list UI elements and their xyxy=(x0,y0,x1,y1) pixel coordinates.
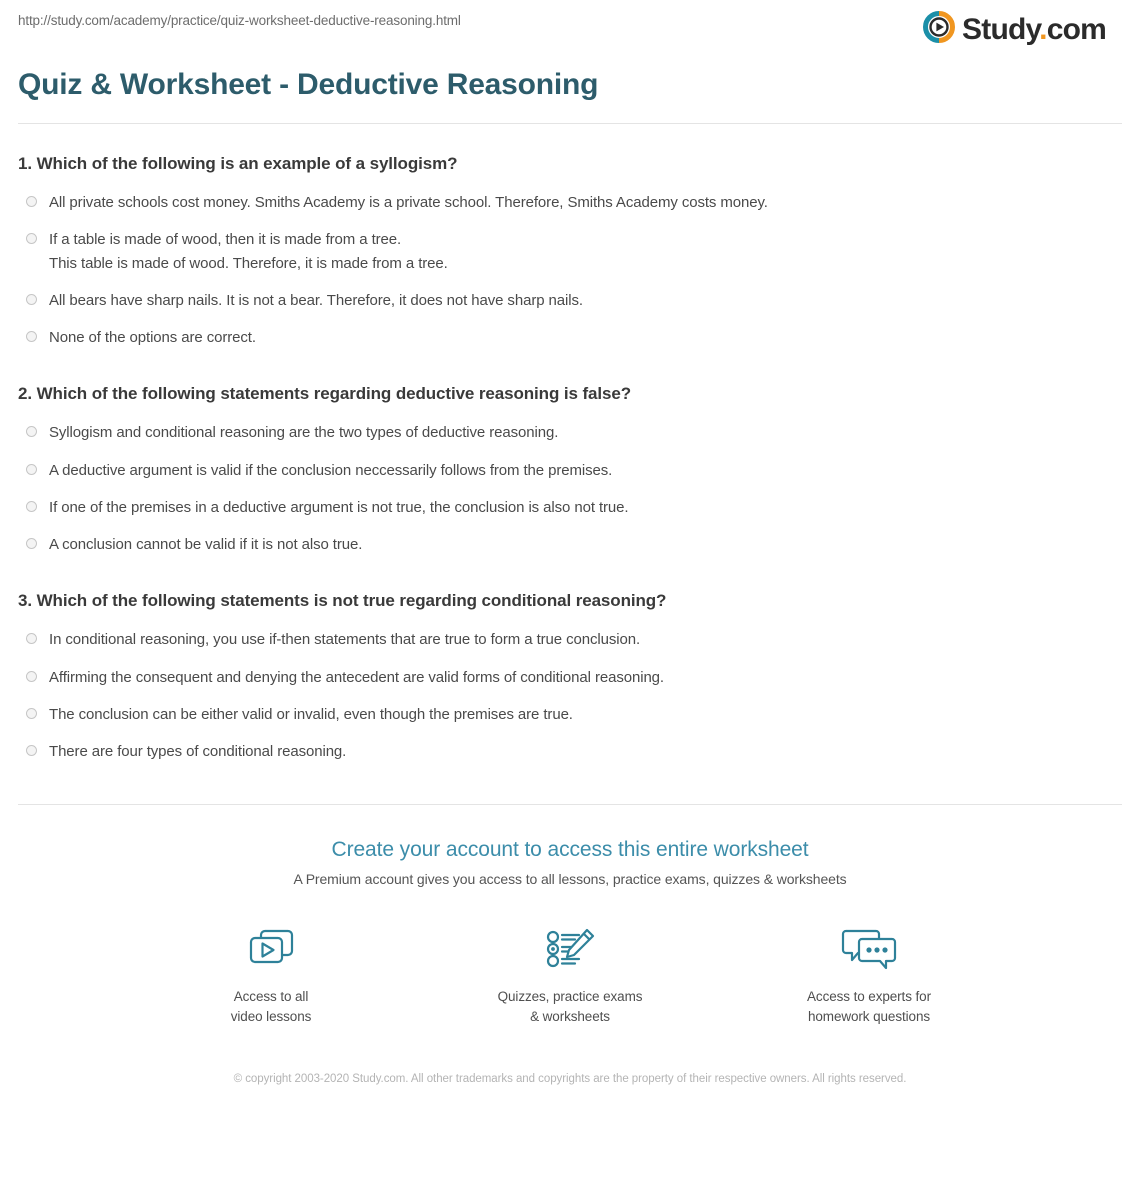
answer-option[interactable] xyxy=(18,221,1122,282)
question-prompt: 1. Which of the following is an example of a syllogism? xyxy=(18,154,458,173)
cta-subtitle: A Premium account gives you access to all lessons, practice exams, quizzes & worksheets xyxy=(293,871,847,888)
answer-option-label: A conclusion cannot be valid if it is not also true. xyxy=(49,536,363,553)
questions-list xyxy=(18,124,1122,776)
feature-item xyxy=(189,921,354,1026)
answer-option[interactable] xyxy=(18,184,1122,221)
feature-caption xyxy=(787,977,952,1026)
radio-button-icon[interactable] xyxy=(26,708,37,719)
answer-option-label xyxy=(49,228,448,275)
answer-option-line1: If a table is made of wood, then it is made from a tree. xyxy=(49,231,402,249)
question-block xyxy=(18,362,1122,569)
page-header xyxy=(18,0,1122,58)
feature-caption-line1: Quizzes, practice exams xyxy=(497,989,643,1005)
answer-option-label: If one of the premises in a deductive argument is not true, the conclusion is also not true. xyxy=(49,498,629,516)
radio-button-icon[interactable] xyxy=(26,196,37,207)
logo-wordmark xyxy=(962,12,1106,46)
radio-button-icon[interactable] xyxy=(26,671,37,682)
question-prompt: 3. Which of the following statements is not true regarding conditional reasoning? xyxy=(18,591,667,611)
features-row xyxy=(18,887,1122,1026)
create-account-cta xyxy=(18,805,1122,887)
logo-dot: . xyxy=(1039,12,1047,46)
title-section xyxy=(18,58,1122,124)
study-com-logo[interactable] xyxy=(923,11,1122,48)
video-lessons-icon xyxy=(189,921,354,977)
answer-option-label: There are four types of conditional reasoning. xyxy=(49,743,347,760)
cta-title-link[interactable]: Create your account to access this entire worksheet xyxy=(331,838,809,862)
feature-caption-line2: & worksheets xyxy=(530,1009,610,1024)
question-block xyxy=(18,132,1122,362)
copyright-notice: © copyright 2003-2020 Study.com. All other trademarks and copyrights are the property of their respective owners. All rights reserved. xyxy=(233,1072,907,1085)
radio-button-icon[interactable] xyxy=(26,294,37,305)
feature-item xyxy=(787,921,952,1026)
quiz-pencil-icon xyxy=(488,921,653,977)
feature-caption-line2: video lessons xyxy=(230,1009,312,1024)
answer-option-label: Affirming the consequent and denying the antecedent are valid forms of conditional reasoning. xyxy=(49,668,664,686)
answer-option-label: None of the options are correct. xyxy=(49,329,256,346)
radio-button-icon[interactable] xyxy=(26,233,37,244)
answer-option[interactable] xyxy=(18,489,1122,526)
feature-item xyxy=(488,921,653,1026)
answer-option-label: The conclusion can be either valid or invalid, even though the premises are true. xyxy=(49,705,573,723)
answer-option[interactable] xyxy=(18,452,1122,489)
radio-button-icon[interactable] xyxy=(26,538,37,549)
answer-option[interactable] xyxy=(18,526,1122,563)
page-url: http://study.com/academy/practice/quiz-worksheet-deductive-reasoning.html xyxy=(18,13,461,28)
answer-option-label: A deductive argument is valid if the conclusion neccessarily follows from the premises. xyxy=(49,461,613,479)
answer-option[interactable] xyxy=(18,659,1122,696)
radio-button-icon[interactable] xyxy=(26,745,37,756)
answer-option-label: Syllogism and conditional reasoning are the two types of deductive reasoning. xyxy=(49,424,559,442)
question-block xyxy=(18,569,1122,776)
feature-caption-line1: Access to experts for xyxy=(807,989,931,1005)
question-prompt: 2. Which of the following statements regarding deductive reasoning is false? xyxy=(18,384,632,404)
radio-button-icon[interactable] xyxy=(26,426,37,437)
feature-caption xyxy=(488,977,653,1026)
answer-option-line2: This table is made of wood. Therefore, it is made from a tree. xyxy=(49,254,448,272)
answer-option[interactable] xyxy=(18,733,1122,770)
logo-name: Study xyxy=(962,12,1040,46)
page-title: Quiz & Worksheet - Deductive Reasoning xyxy=(18,68,599,101)
answer-option-label: All private schools cost money. Smiths Academy is a private school. Therefore, Smiths Academy costs money. xyxy=(49,194,768,211)
answer-option[interactable] xyxy=(18,319,1122,356)
answer-option[interactable] xyxy=(18,621,1122,658)
chat-bubbles-icon xyxy=(787,921,952,977)
radio-button-icon[interactable] xyxy=(26,464,37,475)
logo-tld: com xyxy=(1046,12,1106,46)
radio-button-icon[interactable] xyxy=(26,331,37,342)
play-circle-icon xyxy=(923,11,955,48)
answer-option[interactable] xyxy=(18,414,1122,451)
answer-option-label: In conditional reasoning, you use if-then statements that are true to form a true conclusion. xyxy=(49,631,641,649)
answer-option-label: All bears have sharp nails. It is not a bear. Therefore, it does not have sharp nails. xyxy=(49,291,583,309)
answer-option[interactable] xyxy=(18,282,1122,319)
feature-caption-line2: homework questions xyxy=(807,1009,930,1024)
answer-option[interactable] xyxy=(18,696,1122,733)
radio-button-icon[interactable] xyxy=(26,501,37,512)
feature-caption xyxy=(189,977,354,1026)
feature-caption-line1: Access to all xyxy=(233,989,309,1005)
radio-button-icon[interactable] xyxy=(26,633,37,644)
